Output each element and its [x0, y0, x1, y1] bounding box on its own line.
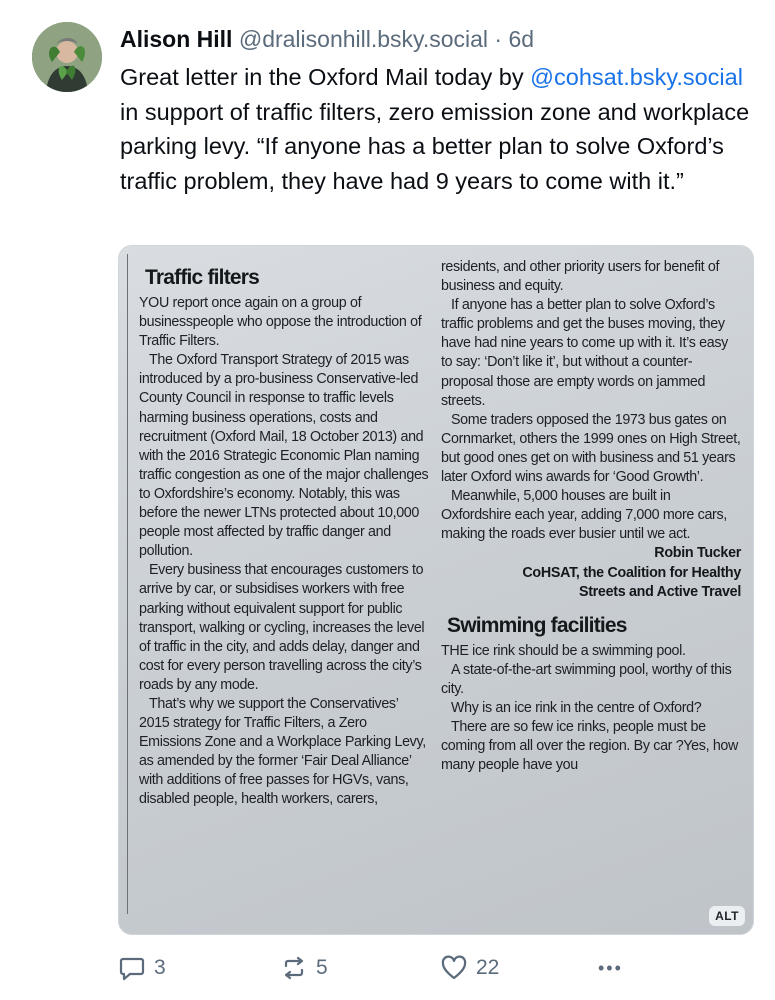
heading-traffic-filters: Traffic filters: [145, 266, 260, 289]
avatar[interactable]: [32, 22, 102, 92]
right-paragraph: If anyone has a better plan to solve Oxford’s traffic problems and get the buses moving, they have had nine years to come up with it. It’s easy to say: ‘Don’t like it’, but without a counter-proposal those are empty words on jammed streets.: [441, 297, 728, 409]
right-column: [441, 258, 741, 775]
left-paragraph: YOU report once again on a group of businesspeople who oppose the introduction of Traffic Filters.: [139, 295, 422, 350]
like-count: 22: [476, 956, 500, 979]
heart-outline-icon: [440, 954, 468, 982]
swim-paragraph: THE ice rink should be a swimming pool.: [441, 642, 686, 659]
header-separator: ·: [494, 26, 503, 52]
author-name[interactable]: Alison Hill: [120, 26, 233, 52]
signature-name: Robin Tucker: [654, 545, 741, 562]
signature-org: CoHSAT, the Coalition for Healthy: [522, 564, 741, 581]
alt-badge[interactable]: ALT: [709, 906, 745, 926]
right-paragraph: Meanwhile, 5,000 houses are built in Oxfordshire each year, adding 7,000 more cars, making the roads ever busier until we act.: [441, 488, 727, 543]
signature-org: Streets and Active Travel: [578, 583, 741, 600]
repost-button[interactable]: [280, 948, 328, 988]
post-age[interactable]: 6d: [508, 26, 535, 52]
post-header: [120, 24, 755, 54]
post-text-before: Great letter in the Oxford Mail today by: [120, 64, 531, 90]
heading-swimming-facilities: Swimming facilities: [447, 613, 627, 637]
left-column: [139, 264, 431, 810]
repost-arrows-icon: [280, 954, 308, 982]
speech-bubble-icon: [118, 954, 146, 982]
left-paragraph: That’s why we support the Conservatives’ 2015 strategy for Traffic Filters, a Zero Emissions Zone and a Workplace Parking Levy, as amended by the former ‘Fair Deal Alliance’ with additions of free passes for HGVs, vans, disabled people, health workers, carers,: [139, 695, 426, 808]
like-button[interactable]: [440, 948, 499, 988]
right-paragraph: Some traders opposed the 1973 bus gates on Cornmarket, others the 1999 ones on High Street, but good ones get on with business and 51 years later Oxford wins awards for ‘Good Growth’.: [441, 411, 741, 486]
newspaper-clipping: [119, 246, 753, 934]
repost-count: 5: [316, 956, 328, 979]
avatar-photo: [32, 22, 102, 92]
letter-signature: [441, 544, 741, 601]
post-text: [120, 60, 760, 198]
ellipsis-icon: •••: [598, 957, 623, 978]
post-actions: [118, 948, 638, 988]
post-text-after: in support of traffic filters, zero emission zone and workplace parking levy. “If anyone has a better plan to solve Oxford’s traffic problem, they have had 9 years to come with it.”: [120, 64, 757, 194]
mention-link[interactable]: @cohsat.bsky.social: [530, 64, 743, 90]
more-options-button[interactable]: [598, 948, 623, 988]
swim-paragraph: A state-of-the-art swimming pool, worthy of this city.: [441, 661, 732, 697]
right-paragraph: residents, and other priority users for benefit of business and equity.: [441, 259, 720, 295]
left-paragraph: The Oxford Transport Strategy of 2015 was introduced by a pro-business Conservative-led County Council in response to traffic levels harming business operations, costs and recruitment (Oxford Mail, 18 October 2013) and with the 2016 Strategic Economic Plan naming traffic congestion as one of the major challenges to Oxfordshire’s economy. Notably, this was before the newer LTNs protected about 10,000 people most affected by traffic danger and pollution.: [139, 352, 429, 560]
left-paragraph: Every business that encourages customers to arrive by car, or subsidises workers with free parking without equivalent support for public transport, walking or cycling, increases the level of traffic in the city, and adds delay, danger and cost for every person travelling across the city’s roads by any mode.: [139, 562, 425, 693]
column-rule: [127, 254, 128, 914]
reply-count: 3: [154, 956, 166, 979]
swim-paragraph: Why is an ice rink in the centre of Oxford?: [451, 699, 702, 716]
reply-button[interactable]: [118, 948, 166, 988]
swim-paragraph: There are so few ice rinks, people must be coming from all over the region. By car ?Yes, how many people have you: [441, 719, 739, 774]
author-handle[interactable]: @dralisonhill.bsky.social: [238, 26, 489, 52]
post-image[interactable]: [118, 245, 754, 935]
